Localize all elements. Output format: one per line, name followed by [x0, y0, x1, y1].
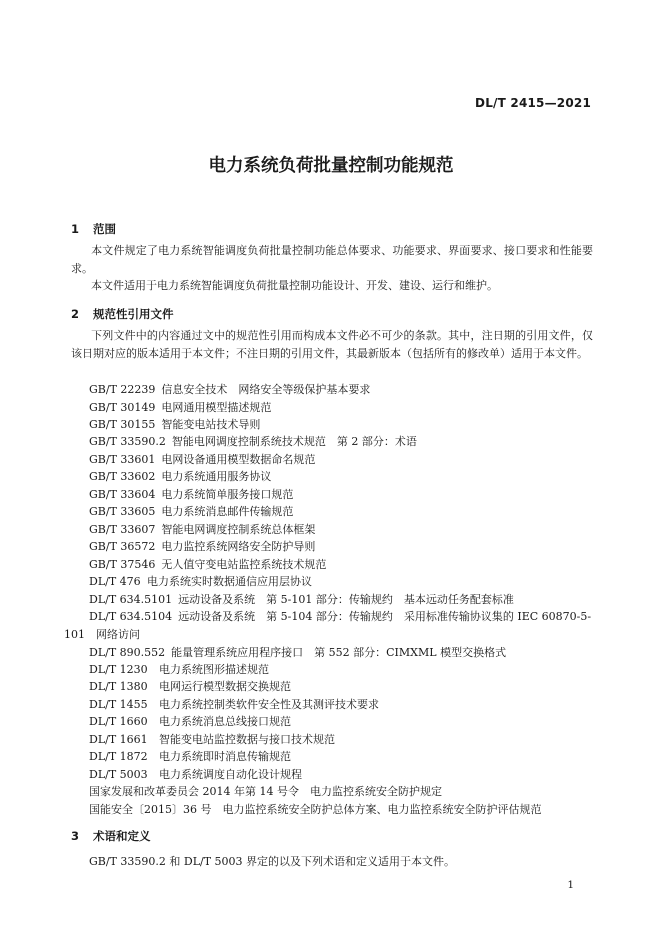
- reference-code: DL/T 890.552: [89, 646, 166, 659]
- reference-title: 电力系统简单服务接口规范: [161, 488, 294, 501]
- reference-code: DL/T 1660: [89, 715, 148, 728]
- reference-item: [89, 696, 379, 712]
- reference-code: GB/T 37546: [89, 558, 156, 571]
- section-2-intro: [71, 327, 593, 362]
- reference-title: 智能电网调度控制系统技术规范 第 2 部分：术语: [171, 435, 417, 448]
- reference-title: 电力系统调度自动化设计规程: [159, 768, 302, 781]
- reference-title: 远动设备及系统 第 5-104 部分：传输规约 采用标准传输协议集的 IEC 60870-5-: [178, 610, 592, 623]
- reference-title: 能量管理系统应用程序接口 第 552 部分：CIMXML 模型交换格式: [171, 646, 507, 659]
- reference-title: 信息安全技术 网络安全等级保护基本要求: [161, 383, 371, 396]
- reference-item: [89, 766, 302, 782]
- reference-item: [89, 433, 417, 449]
- reference-code: GB/T 36572: [89, 540, 156, 553]
- reference-title: 电网设备通用模型数据命名规范: [161, 453, 316, 466]
- section-number: 1: [71, 222, 80, 236]
- regulation-reference: 国能安全〔2015〕36 号 电力监控系统安全防护总体方案、电力监控系统安全防护评估规范: [89, 803, 542, 816]
- paragraph-text: 下列文件中的内容通过文中的规范性引用而构成本文件必不可少的条款。其中，注日期的引用文件，仅该日期对应的版本适用于本文件；不注日期的引用文件，其最新版本（包括所有的修改单）适用于本文件。: [71, 329, 593, 360]
- reference-item: [89, 748, 291, 764]
- reference-item: [89, 503, 293, 519]
- reference-item: [89, 573, 312, 589]
- reference-code: DL/T 634.5101: [89, 593, 173, 606]
- reference-title: 无人值守变电站监控系统技术规范: [161, 558, 327, 571]
- reference-title: 电力系统实时数据通信应用层协议: [147, 575, 312, 588]
- reference-item: [89, 381, 370, 397]
- reference-title: 电力系统通用服务协议: [161, 470, 272, 483]
- section-2-heading: [71, 306, 174, 322]
- reference-code: DL/T 1661: [89, 733, 148, 746]
- reference-title: 电网运行模型数据交换规范: [159, 680, 291, 693]
- reference-title: 电网通用模型描述规范: [161, 401, 272, 414]
- standard-code: DL/T 2415—2021: [475, 96, 591, 110]
- section-title: 规范性引用文件: [93, 307, 174, 321]
- reference-item: [89, 451, 315, 467]
- reference-item: [89, 731, 335, 747]
- reference-code: DL/T 1872: [89, 750, 148, 763]
- reference-item: [89, 644, 506, 660]
- reference-item: [89, 486, 293, 502]
- reference-code: DL/T 1455: [89, 698, 148, 711]
- reference-code: GB/T 30149: [89, 401, 156, 414]
- reference-code: DL/T 1230: [89, 663, 148, 676]
- reference-item: [89, 591, 514, 607]
- reference-code: GB/T 33604: [89, 488, 156, 501]
- reference-title: 电力系统图形描述规范: [159, 663, 269, 676]
- section-title: 范围: [93, 222, 116, 236]
- section-title: 术语和定义: [93, 829, 151, 843]
- reference-title: 智能电网调度控制系统总体框架: [161, 523, 316, 536]
- reference-item: [89, 608, 591, 624]
- reference-item: [89, 521, 315, 537]
- reference-item: [89, 416, 260, 432]
- section-number: 3: [71, 829, 80, 843]
- page-number: 1: [567, 879, 574, 891]
- section-1-paragraph-1: [71, 242, 593, 277]
- reference-item: [89, 661, 269, 677]
- reference-item: [89, 538, 315, 554]
- section-3-paragraph: GB/T 33590.2 和 DL/T 5003 界定的以及下列术语和定义适用于本文件。: [89, 855, 456, 868]
- regulation-reference: 国家发展和改革委员会 2014 年第 14 号令 电力监控系统安全防护规定: [89, 785, 442, 798]
- reference-item: [89, 713, 291, 729]
- reference-item: [89, 556, 326, 572]
- reference-code: GB/T 33607: [89, 523, 156, 536]
- reference-code: DL/T 5003: [89, 768, 148, 781]
- reference-code: DL/T 1380: [89, 680, 148, 693]
- reference-title: 智能变电站监控数据与接口技术规范: [159, 733, 335, 746]
- reference-code: GB/T 33601: [89, 453, 156, 466]
- reference-code: DL/T 476: [89, 575, 141, 588]
- reference-code: GB/T 22239: [89, 383, 156, 396]
- reference-code: GB/T 33590.2: [89, 435, 166, 448]
- reference-code: GB/T 33602: [89, 470, 156, 483]
- reference-title: 电力系统消息邮件传输规范: [161, 505, 294, 518]
- reference-title: 远动设备及系统 第 5-101 部分：传输规约 基本远动任务配套标准: [178, 593, 514, 606]
- reference-item: [89, 468, 271, 484]
- reference-item: [89, 399, 271, 415]
- document-title: 电力系统负荷批量控制功能规范: [208, 156, 454, 176]
- reference-title: 电力系统即时消息传输规范: [159, 750, 291, 763]
- section-number: 2: [71, 307, 80, 321]
- reference-code: GB/T 33605: [89, 505, 156, 518]
- reference-title: 电力监控系统网络安全防护导则: [161, 540, 316, 553]
- reference-title: 智能变电站技术导则: [161, 418, 261, 431]
- paragraph-text: 本文件适用于电力系统智能调度负荷批量控制功能设计、开发、建设、运行和维护。: [91, 279, 498, 292]
- section-3-heading: [71, 828, 151, 844]
- reference-title: 电力系统消息总线接口规范: [159, 715, 291, 728]
- paragraph-text: 本文件规定了电力系统智能调度负荷批量控制功能总体要求、功能要求、界面要求、接口要求和性能要求。: [71, 244, 593, 275]
- reference-item: [89, 678, 291, 694]
- reference-title: 电力系统控制类软件安全性及其测评技术要求: [159, 698, 379, 711]
- section-1-heading: [71, 221, 116, 237]
- reference-continuation: 101 网络访问: [64, 628, 140, 641]
- section-1-paragraph-2: [71, 277, 593, 295]
- reference-code: GB/T 30155: [89, 418, 156, 431]
- reference-code: DL/T 634.5104: [89, 610, 173, 623]
